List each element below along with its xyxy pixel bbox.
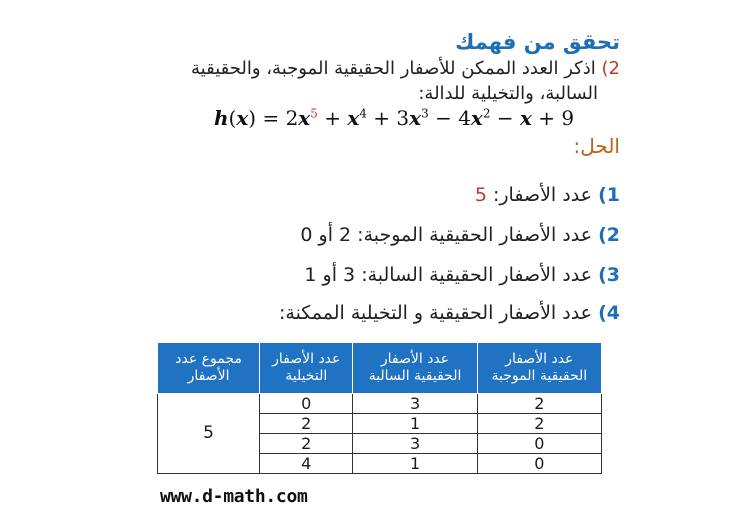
formula-variable: x (236, 106, 249, 130)
answer-2-value: 2 أو 0 (300, 224, 352, 246)
question-line-2 (418, 83, 598, 104)
answer-1-label: عدد الأصفار: (492, 184, 593, 206)
table-cell: 2 (477, 394, 601, 414)
col-imaginary: عدد الأصفار التخيلية (260, 343, 353, 394)
col-negative-real: عدد الأصفار الحقيقية السالبة (353, 343, 477, 394)
answer-4-label: عدد الأصفار الحقيقية و التخيلية الممكنة: (278, 302, 593, 324)
table-cell: 3 (353, 394, 477, 414)
col-total: مجموع عدد الأصفار (158, 343, 260, 394)
function-formula: $h(x) = 2x^5 + x^4 + 3x^3 - 4x^2 - x + 9$ (214, 106, 575, 130)
answer-3-value: 3 أو 1 (304, 264, 356, 286)
table-cell: 0 (477, 454, 601, 474)
answer-1 (475, 184, 620, 206)
table-cell: 4 (260, 454, 353, 474)
answer-3-label: عدد الأصفار الحقيقية السالبة: (361, 264, 593, 286)
answer-4-number: 4) (598, 302, 620, 324)
table-cell: 3 (353, 434, 477, 454)
table-row (158, 394, 602, 414)
col-positive-real: عدد الأصفار الحقيقية الموجبة (477, 343, 601, 394)
table-cell: 0 (260, 394, 353, 414)
answer-2-label: عدد الأصفار الحقيقية الموجبة: (357, 224, 593, 246)
table-cell: 1 (353, 414, 477, 434)
answer-1-value: 5 (474, 184, 487, 206)
solution-label: الحل: (573, 134, 620, 158)
zeros-table (157, 342, 602, 474)
total-zeros-cell: 5 (158, 394, 260, 474)
answer-2-number: 2) (598, 224, 620, 246)
question-text-1: اذكر العدد الممكن للأصفار الحقيقية الموجبة، والحقيقية (191, 58, 596, 79)
table-cell: 2 (477, 414, 601, 434)
answer-3-number: 3) (598, 264, 620, 286)
question-text-2: السالبة، والتخيلية للدالة: (418, 83, 598, 104)
table-cell: 1 (353, 454, 477, 474)
site-watermark: www.d-math.com (160, 486, 308, 507)
table-header-row (158, 343, 602, 394)
answer-2 (300, 224, 620, 246)
answer-4 (279, 302, 620, 324)
table-cell: 2 (260, 434, 353, 454)
table-cell: 2 (260, 414, 353, 434)
answer-3 (304, 264, 620, 286)
answer-1-number: 1) (598, 184, 620, 206)
table-cell: 0 (477, 434, 601, 454)
formula-function-name: h (214, 106, 229, 130)
question-number: 2) (601, 58, 620, 79)
section-heading: تحقق من فهمك (455, 30, 620, 54)
question-line-1 (191, 58, 620, 79)
